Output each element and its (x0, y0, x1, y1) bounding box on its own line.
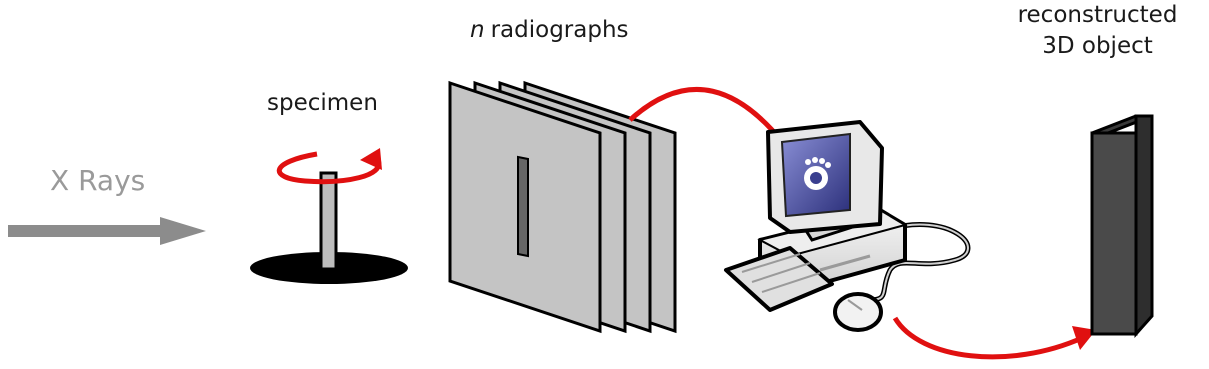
reconstructed-line1: reconstructed (1017, 2, 1178, 28)
radiographs-label (470, 17, 629, 43)
specimen-figure (250, 148, 408, 284)
xray-arrow-icon (8, 217, 206, 245)
specimen-label: specimen (267, 90, 378, 116)
radiograph-count-variable: n (470, 17, 485, 43)
radiograph-stack (450, 83, 675, 331)
specimen-rod (321, 173, 336, 269)
reconstructed-label (1010, 0, 1185, 62)
mouse (835, 294, 881, 330)
reconstructed-line2: 3D object (1042, 33, 1153, 59)
radiographs-text: radiographs (490, 17, 629, 43)
reconstructed-object (1092, 116, 1152, 334)
radiograph-shadow (518, 157, 528, 256)
reconstruction-arrow (895, 318, 1082, 357)
computer-icon (726, 122, 968, 330)
xrays-label: X Rays (50, 164, 146, 197)
